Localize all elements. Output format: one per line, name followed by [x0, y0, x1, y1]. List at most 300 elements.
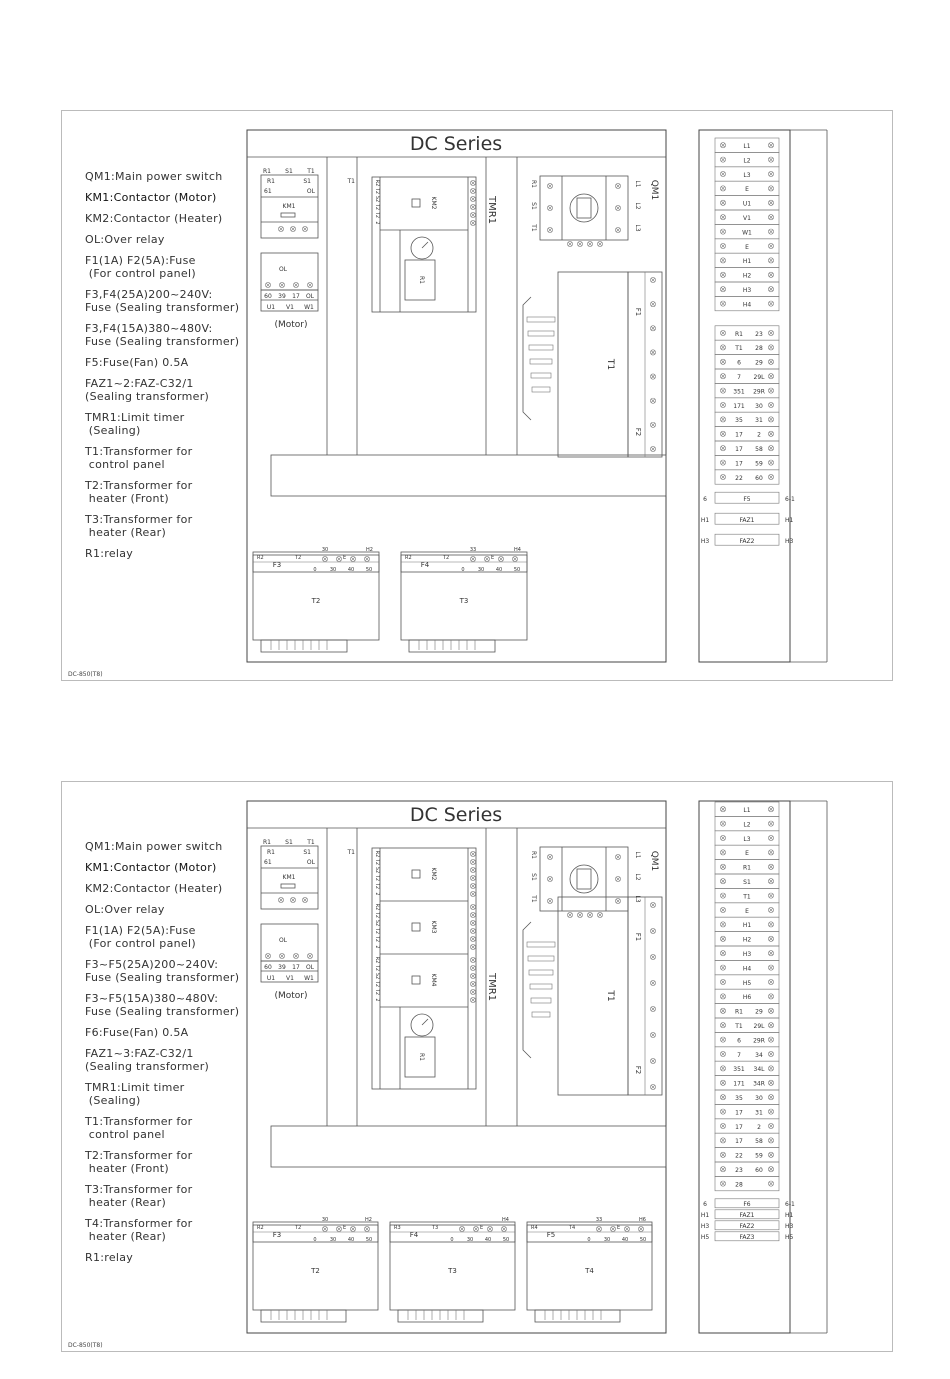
terminal-label: S1	[303, 849, 311, 856]
km1-label: KM1	[282, 203, 296, 210]
terminal-id: H3	[742, 951, 752, 958]
terminal-id: U1	[742, 200, 752, 208]
terminal-id-left: 351	[733, 1066, 745, 1074]
terminal-id: E	[745, 243, 749, 251]
terminal-id-right: 34	[755, 1051, 763, 1059]
terminal-label: 30	[477, 567, 485, 573]
terminal-label: 40	[621, 1237, 629, 1243]
terminal-label: T1	[347, 178, 355, 185]
terminal-id-left: 17	[735, 1109, 743, 1117]
relay-label: R1	[418, 276, 425, 284]
terminal-label: E	[343, 555, 347, 561]
terminal-label: R1	[267, 849, 275, 856]
terminal-id-right: 58	[755, 446, 763, 453]
heater-contactor-label: KM2	[430, 867, 437, 881]
terminal-id-left: 35	[735, 417, 743, 425]
fuse-label: F2	[634, 1065, 642, 1075]
fuse-input-label: H3	[700, 538, 710, 546]
terminal-block	[715, 1090, 779, 1104]
legend-item: QM1:Main power switch	[85, 840, 223, 853]
terminal-label: 30	[329, 1237, 337, 1243]
motor-output-label: W1	[304, 304, 314, 311]
fin-slot	[530, 984, 552, 989]
fuse-output-label: 6-1	[785, 1200, 795, 1208]
terminal-label: S1	[285, 839, 293, 846]
motor-terminal-label: 60	[264, 964, 272, 971]
motor-terminal-label: 17	[292, 293, 300, 300]
terminal-label: R2	[374, 179, 380, 187]
terminal-label: 61	[264, 859, 272, 866]
terminal-block	[715, 1148, 779, 1162]
terminal-id-right: 31	[755, 417, 763, 425]
terminal-id-right: 31	[755, 1109, 763, 1117]
fuse-output-label: H5	[785, 1233, 794, 1241]
km1-coil	[281, 884, 295, 888]
terminal-id-right: 34L	[753, 1066, 765, 1074]
terminal-label: T2	[374, 927, 380, 935]
terminal-id: L2	[743, 821, 751, 829]
heater-tag: 33	[595, 1217, 603, 1223]
switch-output-label: L2	[634, 202, 641, 210]
heater-fin-base	[398, 1310, 483, 1322]
legend-item: F6:Fuse(Fan) 0.5A	[85, 1026, 189, 1039]
terminal-label: 0	[313, 567, 317, 573]
fuse-input-label: H5	[700, 1233, 710, 1241]
terminal-id-left: 17	[735, 460, 743, 468]
motor-terminal-label: 17	[292, 964, 300, 971]
legend-item: F3~F5(15A)380~480V: Fuse (Sealing transformer)	[85, 992, 240, 1018]
terminal-block	[715, 1076, 779, 1090]
terminal-label: 0	[450, 1237, 454, 1243]
terminal-label: R1	[267, 178, 275, 185]
terminal-id-left: T1	[735, 345, 743, 353]
legend-item: T4:Transformer for heater (Rear)	[85, 1217, 193, 1243]
ol-label: OL	[278, 937, 288, 944]
terminal-label: T2	[374, 874, 380, 882]
fuse-input-label: 6	[703, 1200, 707, 1208]
terminal-id-left: 22	[735, 474, 743, 482]
heater-fuse-label: F4	[409, 1231, 419, 1239]
terminal-block	[715, 1104, 779, 1118]
terminal-id-left: 17	[735, 1123, 743, 1131]
terminal-label: T2	[374, 988, 380, 996]
terminal-id-left: 171	[733, 402, 745, 410]
terminal-label: 50	[513, 567, 521, 573]
terminal-id: H5	[742, 979, 752, 987]
fuse-holder-label: F6	[743, 1200, 751, 1208]
terminal-id: E	[745, 907, 749, 915]
fuse-holder-label: FAZ1	[739, 1211, 755, 1219]
fuse-label: F1	[634, 307, 642, 317]
terminal-id: H1	[742, 258, 752, 266]
legend-item: F1(1A) F2(5A):Fuse (For control panel)	[85, 254, 196, 280]
heater-tag: H4	[502, 1217, 509, 1223]
motor-terminal-label: OL	[305, 293, 315, 300]
legend-item: OL:Over relay	[85, 903, 165, 916]
terminal-label: T2	[295, 555, 302, 561]
contactor-indicator	[412, 923, 420, 931]
panel-title: DC Series	[409, 133, 503, 155]
handle-slot	[577, 869, 591, 889]
switch-input-label: R1	[530, 180, 537, 188]
terminal-id-right: 29R	[753, 388, 765, 396]
terminal-id: V1	[743, 215, 751, 222]
terminal-id: H2	[742, 272, 752, 280]
legend-item: KM1:Contactor (Motor)	[85, 861, 217, 874]
terminal-label: 50	[365, 1237, 373, 1243]
terminal-label: E	[343, 1225, 347, 1231]
legend-item: T1:Transformer for control panel	[85, 1115, 193, 1141]
contactor-indicator	[412, 870, 420, 878]
terminal-id-left: 6	[737, 1037, 741, 1045]
terminal-id-left: T1	[735, 1023, 743, 1030]
fuse-input-label: 6	[703, 496, 707, 504]
terminal-id-left: 7	[737, 1051, 741, 1059]
terminal-id-right: 30	[755, 1095, 763, 1102]
terminal-id: H2	[742, 936, 752, 944]
terminal-label: R2	[374, 903, 380, 911]
fuse-holder-label: FAZ1	[739, 517, 755, 525]
terminal-label: R2	[374, 850, 380, 858]
heater-contactor-label: KM2	[430, 196, 437, 210]
terminal-id: T1	[743, 893, 751, 901]
heater-tag: 33	[469, 547, 477, 553]
terminal-label: T2	[374, 980, 380, 988]
motor-output-label: U1	[266, 304, 276, 311]
terminal-id-right: 59	[755, 1152, 763, 1160]
terminal-label: T2	[374, 211, 380, 219]
heater-fuse-label: F3	[272, 1231, 282, 1239]
terminal-label: T2	[374, 187, 380, 195]
fin-slot	[528, 956, 554, 961]
terminal-label: S1	[285, 168, 293, 175]
terminal-label: 30	[329, 567, 337, 573]
terminal-id: R1	[743, 864, 751, 872]
terminal-label: 2	[374, 892, 380, 896]
terminal-id-right: 29	[755, 1008, 763, 1016]
terminal-id: L1	[743, 807, 751, 814]
legend-item: T2:Transformer for heater (Front)	[85, 479, 193, 505]
switch-output-label: L3	[634, 224, 641, 232]
fuse-output-label: H1	[785, 517, 794, 525]
terminal-id: H4	[742, 301, 752, 309]
terminal-id: W1	[742, 229, 752, 237]
terminal-id-right: 29L	[753, 1023, 765, 1030]
terminal-label: T2	[443, 555, 450, 561]
terminal-id-left: 7	[737, 374, 741, 381]
legend-item: TMR1:Limit timer (Sealing)	[85, 1081, 185, 1107]
terminal-id: H6	[742, 994, 752, 1002]
main-switch-label: QM1	[649, 179, 659, 201]
terminal-id-left: 17	[735, 446, 743, 453]
terminal-label: 30	[603, 1237, 611, 1243]
terminal-label: T4	[569, 1225, 576, 1231]
terminal-id-right: 34R	[753, 1080, 765, 1088]
terminal-label: T3	[432, 1225, 439, 1231]
terminal-block	[715, 1162, 779, 1176]
sheet-code-1: DC-850(T8)	[68, 671, 103, 678]
terminal-block	[715, 1176, 779, 1190]
switch-input-label: T1	[530, 224, 537, 232]
fin-slot	[527, 942, 555, 947]
legend-item: TMR1:Limit timer (Sealing)	[85, 411, 185, 437]
motor-terminal-label: 60	[264, 293, 272, 300]
fuse-holder-label: FAZ2	[739, 1222, 755, 1230]
fuse-input-label: H1	[700, 1211, 710, 1219]
terminal-label: S2	[374, 195, 380, 203]
timer-label: TMR1	[486, 195, 497, 225]
control-transformer-body	[558, 897, 628, 1095]
heater-transformer-label: T3	[448, 1267, 457, 1275]
terminal-label: R1	[263, 839, 271, 846]
terminal-id: E	[745, 186, 749, 194]
heater-tag: H2	[365, 1217, 372, 1223]
timer-label: TMR1	[486, 972, 497, 1002]
terminal-id-left: R1	[735, 1008, 743, 1016]
terminal-id: E	[745, 850, 749, 858]
terminal-id: L2	[743, 157, 751, 165]
heater-tag: H2	[366, 547, 373, 553]
terminal-label: S2	[374, 919, 380, 927]
fin-slot	[529, 970, 553, 975]
terminal-label: 2	[374, 945, 380, 949]
terminal-label: 0	[313, 1237, 317, 1243]
fuse-output-label: H3	[785, 538, 794, 546]
terminal-id-right: 60	[755, 1167, 763, 1174]
terminal-label: 0	[461, 567, 465, 573]
heater-fuse-label: F4	[420, 561, 430, 569]
km1-label: KM1	[282, 874, 296, 881]
terminal-label: T2	[374, 882, 380, 890]
cable-duct	[271, 1126, 666, 1167]
panel-title: DC Series	[409, 804, 503, 826]
terminal-block	[715, 1032, 779, 1046]
terminal-label: 0	[587, 1237, 591, 1243]
terminal-label: T1	[347, 849, 355, 856]
fuse-holder-label: FAZ3	[739, 1233, 755, 1241]
relay-label: R1	[418, 1053, 425, 1061]
switch-output-label: L2	[634, 873, 641, 881]
terminal-label: E	[491, 555, 495, 561]
terminal-id-left: 22	[735, 1152, 743, 1160]
terminal-id-right: 2	[757, 1123, 761, 1131]
motor-terminal-label: 39	[278, 293, 286, 300]
legend-item: T2:Transformer for heater (Front)	[85, 1149, 193, 1175]
control-transformer-label: T1	[605, 358, 615, 371]
terminal-block	[715, 1061, 779, 1075]
fuse-label: F2	[634, 427, 642, 437]
fuse-output-label: 6-1	[785, 496, 795, 504]
legend-item: R1:relay	[85, 547, 134, 560]
heater-fin-base	[261, 1310, 346, 1322]
legend-item: R1:relay	[85, 1251, 134, 1264]
switch-output-label: L3	[634, 895, 641, 903]
switch-output-label: L1	[634, 180, 641, 188]
switch-input-label: R1	[530, 851, 537, 859]
motor-terminal-label: OL	[305, 964, 315, 971]
legend-item: F3~F5(25A)200~240V: Fuse (Sealing transformer)	[85, 958, 240, 984]
fuse-label: F1	[634, 932, 642, 942]
terminal-id-right: 30	[755, 402, 763, 410]
terminal-id-right: 59	[755, 460, 763, 468]
terminal-label: 50	[639, 1237, 647, 1243]
main-switch-box	[540, 847, 628, 911]
ol-label: OL	[278, 266, 288, 273]
terminal-id-right: 58	[755, 1138, 763, 1146]
fuse-output-label: H3	[785, 1222, 794, 1230]
terminal-label: T2	[374, 911, 380, 919]
legend-item: KM2:Contactor (Heater)	[85, 212, 223, 225]
heater-transformer-label: T4	[585, 1267, 594, 1275]
heater-fuse-label: F3	[272, 561, 282, 569]
legend-item: F5:Fuse(Fan) 0.5A	[85, 356, 189, 369]
terminal-id: L3	[743, 835, 751, 843]
terminal-id: H1	[742, 922, 752, 930]
terminal-id: L3	[743, 171, 751, 179]
motor-output-label: V1	[286, 975, 294, 982]
terminal-label: T2	[374, 858, 380, 866]
terminal-id-left: 171	[733, 1080, 745, 1088]
terminal-label: 61	[264, 188, 272, 195]
motor-output-label: U1	[266, 975, 276, 982]
control-transformer-label: T1	[605, 990, 615, 1002]
fuse-holder-label: FAZ2	[739, 538, 755, 546]
terminal-id: H3	[742, 287, 752, 294]
terminal-block	[715, 1004, 779, 1018]
terminal-id-right: 29L	[753, 374, 765, 381]
terminal-label: 40	[347, 567, 355, 573]
terminal-id-left: 351	[733, 388, 745, 396]
switch-output-label: L1	[634, 851, 641, 859]
legend-item: KM2:Contactor (Heater)	[85, 882, 223, 895]
heater-transformer-label: T2	[311, 1267, 320, 1275]
switch-input-label: S1	[530, 202, 537, 210]
terminal-id-left: 17	[735, 1138, 743, 1146]
terminal-label: R1	[263, 168, 271, 175]
switch-input-label: S1	[530, 873, 537, 881]
motor-label: (Motor)	[274, 991, 308, 1001]
legend-item: F1(1A) F2(5A):Fuse (For control panel)	[85, 924, 196, 950]
wire-line	[422, 1019, 428, 1025]
panel-outline	[247, 801, 666, 1333]
terminal-id-left: 28	[735, 1181, 743, 1189]
terminal-label: S2	[374, 866, 380, 874]
terminal-label: R2	[257, 555, 264, 561]
terminal-label: S2	[374, 972, 380, 980]
terminal-id-right: 23	[755, 330, 763, 338]
fuse-holder-label: F5	[743, 496, 751, 504]
terminal-label: OL	[306, 859, 315, 866]
terminal-label: R2	[405, 555, 412, 561]
terminal-label: S1	[303, 178, 311, 185]
terminal-label: 2	[374, 221, 380, 225]
contactor-indicator	[412, 976, 420, 984]
heater-contactor-label: KM3	[430, 920, 437, 934]
terminal-id: L1	[743, 143, 751, 150]
motor-label: (Motor)	[274, 320, 308, 330]
terminal-label: R2	[374, 956, 380, 964]
legend-item: F3,F4(15A)380~480V: Fuse (Sealing transformer)	[85, 322, 240, 348]
terminal-id-right: 60	[755, 474, 763, 482]
heater-fin-base	[535, 1310, 620, 1322]
fuse-input-label: H1	[700, 517, 710, 525]
terminal-label: R2	[257, 1225, 264, 1231]
legend-item: OL:Over relay	[85, 233, 165, 246]
terminal-label: 50	[502, 1237, 510, 1243]
terminal-label: 40	[484, 1237, 492, 1243]
terminal-id: H4	[742, 965, 752, 973]
terminal-label: T2	[374, 964, 380, 972]
heater-tag: H6	[639, 1217, 646, 1223]
terminal-label: T2	[374, 203, 380, 211]
terminal-block	[715, 1133, 779, 1147]
legend-item: F3,F4(25A)200~240V: Fuse (Sealing transformer)	[85, 288, 240, 314]
heater-contactor-label: KM4	[430, 973, 437, 987]
terminal-id: S1	[743, 879, 751, 886]
heater-tag: 30	[321, 547, 329, 553]
main-switch-label: QM1	[649, 850, 659, 872]
terminal-block	[715, 1018, 779, 1032]
terminal-label: T2	[295, 1225, 302, 1231]
terminal-label: 2	[374, 998, 380, 1002]
terminal-label: T1	[307, 839, 315, 846]
terminal-label: 30	[466, 1237, 474, 1243]
terminal-id-right: 29R	[753, 1037, 765, 1045]
fin-slot	[532, 1012, 550, 1017]
terminal-label: T1	[307, 168, 315, 175]
terminal-label: R3	[394, 1225, 401, 1231]
terminal-label: E	[480, 1225, 484, 1231]
terminal-label: 40	[495, 567, 503, 573]
heater-transformer-label: T2	[311, 597, 321, 605]
legend-item: FAZ1~2:FAZ-C32/1 (Sealing transformer)	[85, 377, 210, 403]
motor-terminal-label: 39	[278, 964, 286, 971]
legend-item: KM1:Contactor (Motor)	[85, 191, 217, 204]
sheet-code-2: DC-850(T8)	[68, 1342, 103, 1349]
fin-slot	[531, 998, 551, 1003]
heater-tag: 30	[321, 1217, 329, 1223]
switch-input-label: T1	[530, 895, 537, 903]
legend-item: QM1:Main power switch	[85, 170, 223, 183]
terminal-label: 50	[365, 567, 373, 573]
terminal-label: R4	[531, 1225, 538, 1231]
terminal-id-left: 23	[735, 1167, 743, 1174]
fuse-output-label: H1	[785, 1211, 794, 1219]
terminal-label: T2	[374, 935, 380, 943]
terminal-id-left: R1	[735, 330, 743, 338]
terminal-block	[715, 1047, 779, 1061]
terminal-id-right: 29	[755, 359, 763, 367]
terminal-block	[715, 1119, 779, 1133]
legend-item: T1:Transformer for control panel	[85, 445, 193, 471]
terminal-id-left: 17	[735, 431, 743, 439]
fuse-input-label: H3	[700, 1222, 710, 1230]
terminal-id-left: 35	[735, 1095, 743, 1102]
terminal-id-right: 28	[755, 345, 763, 353]
heater-transformer-label: T3	[459, 597, 469, 605]
legend-item: FAZ1~3:FAZ-C32/1 (Sealing transformer)	[85, 1047, 210, 1073]
terminal-label: 40	[347, 1237, 355, 1243]
heater-tag: H4	[514, 547, 521, 553]
motor-output-label: V1	[286, 304, 294, 311]
legend-item: T3:Transformer for heater (Rear)	[85, 1183, 193, 1209]
legend-item: T3:Transformer for heater (Rear)	[85, 513, 193, 539]
terminal-label: OL	[306, 188, 315, 195]
terminal-id-right: 2	[757, 431, 761, 439]
motor-output-label: W1	[304, 975, 314, 982]
terminal-id-left: 6	[737, 359, 741, 367]
terminal-label: E	[617, 1225, 621, 1231]
